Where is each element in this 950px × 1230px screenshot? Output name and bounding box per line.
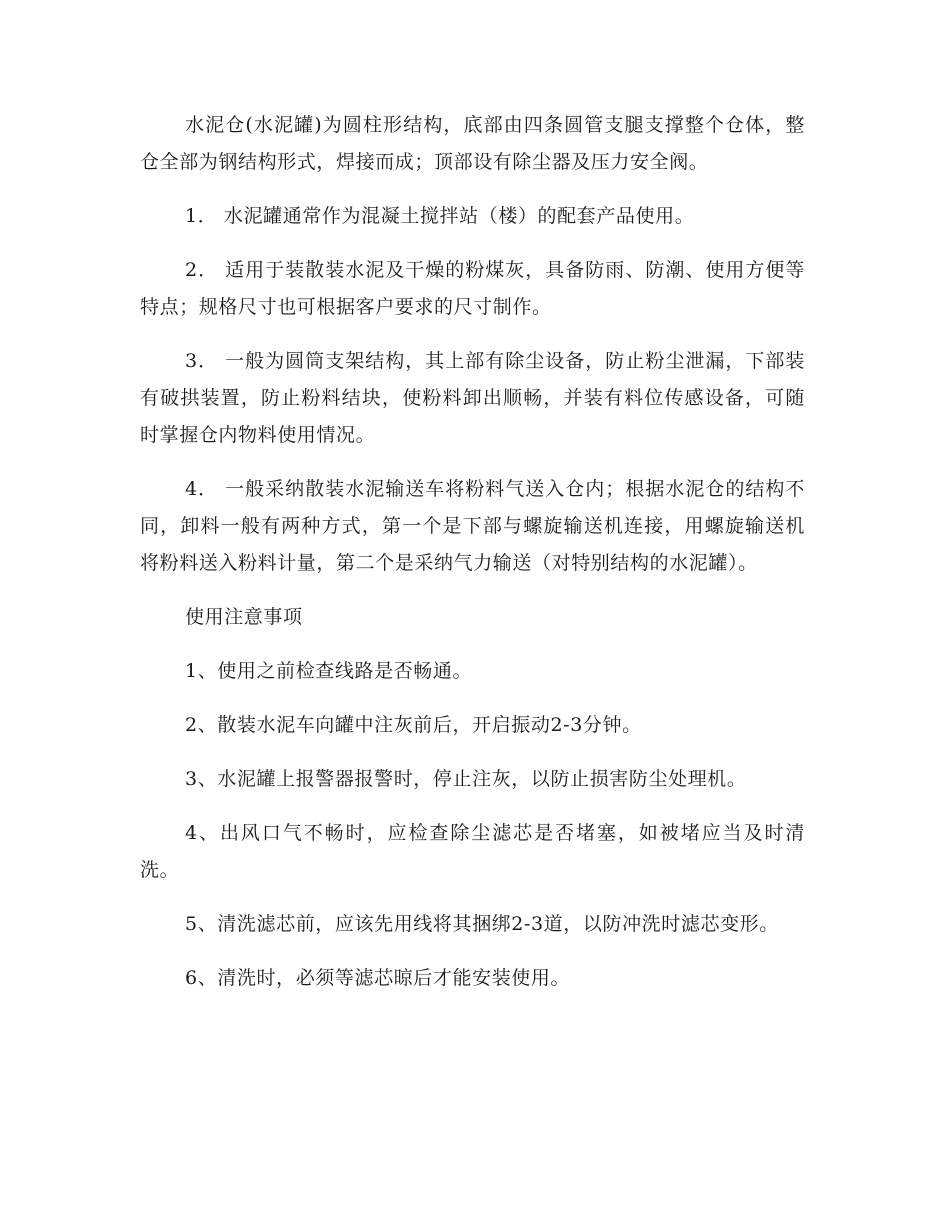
feature-item-3: 3． 一般为圆筒支架结构，其上部有除尘设备，防止粉尘泄漏，下部装有破拱装置，防止粉料结块，使粉料卸出顺畅，并装有料位传感设备，可随时掌握仓内物料使用情况。 (140, 350, 805, 446)
document-body (140, 107, 805, 997)
usage-note-1: 1、使用之前检查线路是否畅通。 (185, 660, 473, 682)
usage-note-3: 3、水泥罐上报警器报警时，停止注灰，以防止损害防尘处理机。 (185, 768, 747, 790)
section-heading-usage-notes: 使用注意事项 (185, 606, 303, 628)
usage-note-5: 5、清洗滤芯前，应该先用线将其捆绑2-3道，以防冲洗时滤芯变形。 (185, 913, 779, 935)
usage-note-6: 6、清洗时，必须等滤芯晾后才能安装使用。 (185, 967, 571, 989)
usage-note-4: 4、出风口气不畅时，应检查除尘滤芯是否堵塞，如被堵应当及时清洗。 (140, 822, 805, 881)
feature-item-2: 2． 适用于装散装水泥及干燥的粉煤灰，具备防雨、防潮、使用方便等特点；规格尺寸也可根据客户要求的尺寸制作。 (140, 259, 805, 318)
feature-item-4: 4． 一般采纳散装水泥输送车将粉料气送入仓内；根据水泥仓的结构不同，卸料一般有两种方式，第一个是下部与螺旋输送机连接，用螺旋输送机将粉料送入粉料计量，第二个是采纳气力输送（对特别结构的水泥罐）。 (140, 478, 805, 574)
usage-note-2: 2、散装水泥车向罐中注灰前后，开启振动2-3分钟。 (185, 714, 642, 736)
intro-paragraph: 水泥仓(水泥罐)为圆柱形结构，底部由四条圆管支腿支撑整个仓体，整仓全部为钢结构形式，焊接而成；顶部设有除尘器及压力安全阀。 (140, 114, 805, 173)
feature-item-1: 1． 水泥罐通常作为混凝土搅拌站（楼）的配套产品使用。 (185, 205, 695, 227)
